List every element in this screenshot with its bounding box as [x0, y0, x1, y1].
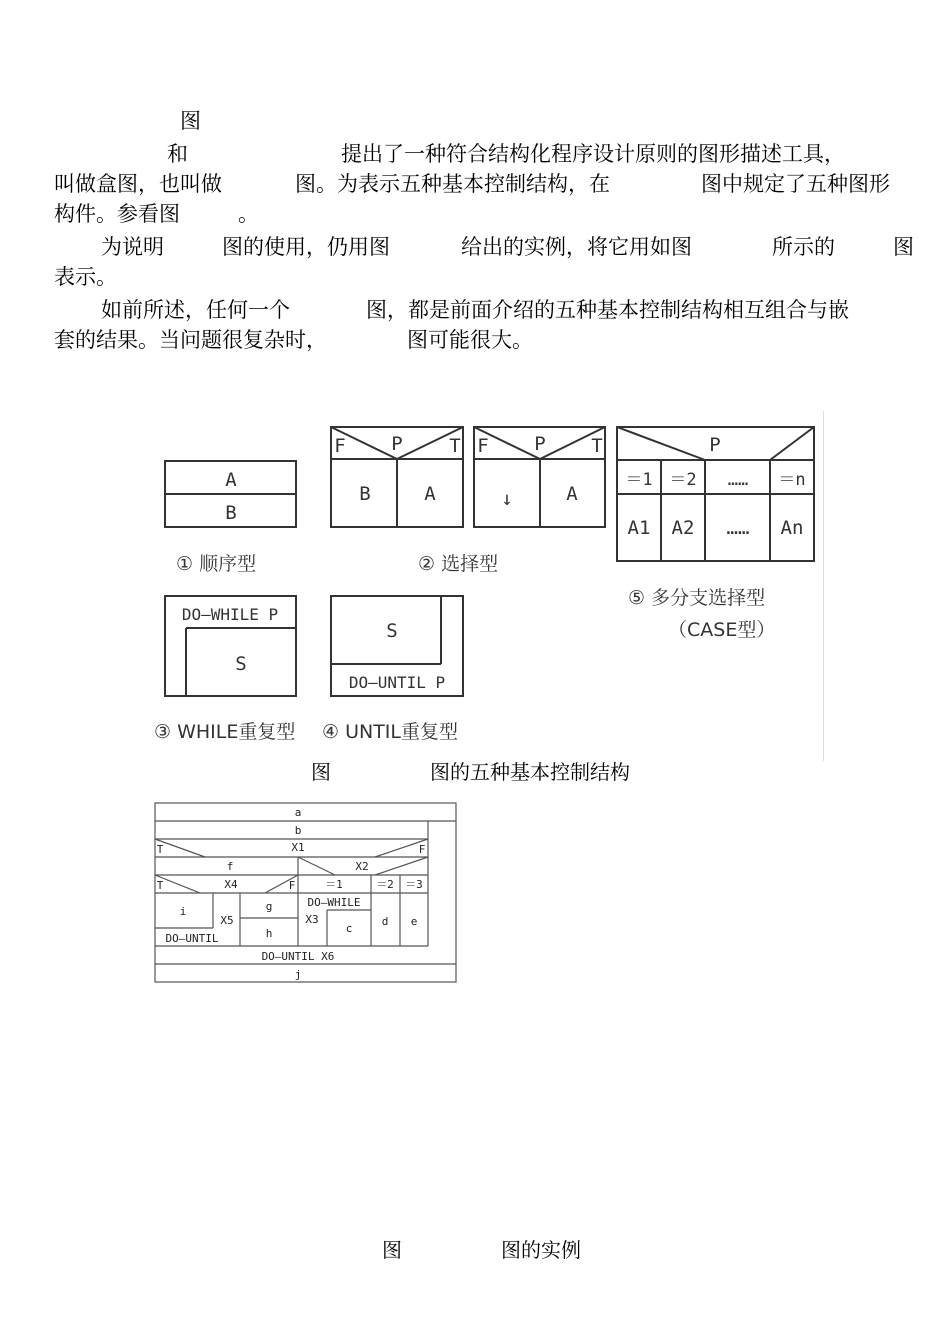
ns-h: h — [265, 927, 273, 940]
ns-f: f — [226, 860, 234, 873]
ns-c: c — [345, 922, 353, 935]
figure-1-caption-a: 图 — [311, 760, 331, 784]
ns-do-until-x6: DO—UNTIL X6 — [261, 950, 335, 963]
paragraph-3-line-2a: 套的结果。当问题很复杂时， — [54, 328, 327, 352]
paragraph-2-line-1e: 图 — [893, 235, 914, 259]
heading-fragment: 图 — [180, 109, 201, 133]
ns-t4: T — [156, 879, 164, 892]
paragraph-1-line-2b: 图。为表示五种基本控制结构，在 — [295, 172, 610, 196]
ns-eq1: ＝1 — [325, 878, 343, 891]
case-action-1: A1 — [627, 517, 651, 539]
selection-1-f-label: F — [334, 435, 346, 457]
selection-2-arrow-label: ↓ — [501, 488, 513, 510]
paragraph-1-line-2a: 叫做盒图，也叫做 — [54, 172, 222, 196]
sequence-b-label: B — [225, 502, 237, 524]
ns-eq3: ＝3 — [405, 878, 423, 891]
case-action-4: An — [780, 517, 804, 539]
case-type-label-1: ⑤ 多分支选择型 — [628, 587, 766, 609]
ns-b: b — [294, 824, 302, 837]
paragraph-1-line-3b: 。 — [238, 202, 259, 226]
ns-e: e — [410, 915, 418, 928]
ns-a: a — [294, 806, 302, 819]
sequence-a-label: A — [225, 469, 237, 491]
while-body-label: S — [235, 653, 247, 675]
ns-do-while: DO—WHILE — [307, 896, 361, 909]
figure-1-caption-b: 图的五种基本控制结构 — [430, 760, 630, 784]
selection-1-t-label: T — [449, 435, 461, 457]
paragraph-1-line-1a: 和 — [167, 142, 188, 166]
until-body-label: S — [386, 620, 398, 642]
ns-g: g — [265, 900, 273, 913]
case-action-3: …… — [726, 517, 750, 539]
diagram-line — [298, 857, 335, 875]
paragraph-3-line-2b: 图可能很大。 — [407, 328, 533, 352]
ns-j: j — [294, 968, 302, 981]
paragraph-2-line-1b: 图的使用，仍用图 — [222, 235, 390, 259]
ns-do-until: DO—UNTIL — [165, 932, 219, 945]
selection-type-label: ② 选择型 — [418, 553, 499, 575]
while-type-label: ③ WHILE重复型 — [154, 721, 296, 743]
case-cond-4: ＝n — [778, 470, 806, 490]
paragraph-1-line-2c: 图中规定了五种图形 — [701, 172, 890, 196]
ns-x5: X5 — [220, 914, 234, 927]
selection-1-left-label: B — [359, 483, 371, 505]
ns-x3: X3 — [305, 913, 319, 926]
figure-2-caption-a: 图 — [382, 1238, 402, 1262]
selection-1-p-label: P — [391, 433, 403, 455]
while-cond-label: DO—WHILE P — [181, 605, 279, 624]
paragraph-3-line-1b: 图，都是前面介绍的五种基本控制结构相互组合与嵌 — [366, 298, 849, 322]
diagram-line — [375, 857, 428, 875]
paragraph-1-line-1b: 提出了一种符合结构化程序设计原则的图形描述工具， — [341, 142, 845, 166]
sequence-type-label: ① 顺序型 — [176, 553, 257, 575]
ns-x4: X4 — [224, 878, 238, 891]
paragraph-2-line-1d: 所示的 — [772, 235, 835, 259]
selection-1-right-label: A — [424, 483, 436, 505]
ns-x2: X2 — [355, 860, 369, 873]
selection-2-f-label: F — [477, 435, 489, 457]
selection-2-right-label: A — [566, 483, 578, 505]
selection-2-p-label: P — [534, 433, 546, 455]
case-p-label: P — [709, 434, 721, 456]
case-type-label-2: （CASE型） — [668, 619, 776, 641]
paragraph-2-line-1c: 给出的实例，将它用如图 — [461, 235, 692, 259]
ns-f1: F — [418, 843, 426, 856]
paragraph-3-line-1a: 如前所述，任何一个 — [101, 298, 290, 322]
case-cond-2: ＝2 — [669, 470, 697, 490]
paragraph-2-line-2: 表示。 — [54, 265, 117, 289]
case-cond-3: …… — [727, 470, 749, 490]
ns-d: d — [381, 915, 389, 928]
ns-t1: T — [156, 843, 164, 856]
ns-x1: X1 — [291, 841, 305, 854]
selection-2-t-label: T — [591, 435, 603, 457]
until-type-label: ④ UNTIL重复型 — [322, 721, 458, 743]
figure-2-caption-b: 图的实例 — [501, 1238, 581, 1262]
until-cond-label: DO—UNTIL P — [348, 673, 446, 692]
ns-i: i — [179, 905, 187, 918]
ns-eq2: ＝2 — [376, 878, 394, 891]
case-cond-1: ＝1 — [625, 470, 653, 490]
paragraph-1-line-3a: 构件。参看图 — [54, 202, 180, 226]
paragraph-2-line-1a: 为说明 — [101, 235, 164, 259]
case-action-2: A2 — [671, 517, 695, 539]
ns-f4: F — [288, 879, 296, 892]
